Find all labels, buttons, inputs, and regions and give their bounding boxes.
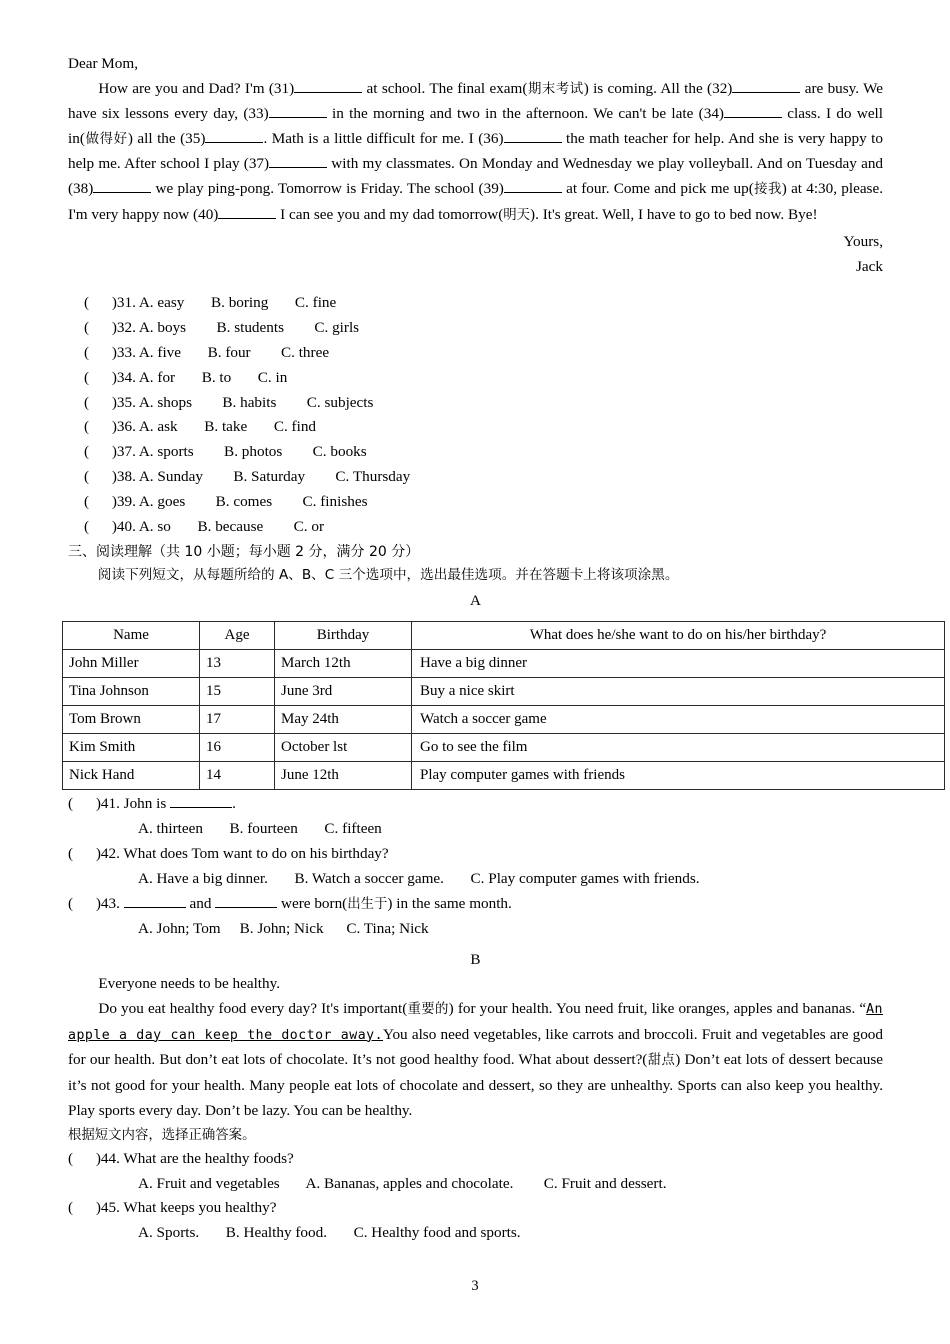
gloss-pick-me-up: 接我	[753, 181, 782, 197]
blank-32	[732, 78, 800, 92]
question-41-options[interactable]: A. thirteen B. fourteen C. fifteen	[138, 820, 382, 838]
q43-text-a: ( )43.	[68, 894, 124, 912]
blank-34	[724, 104, 782, 118]
letter-seg-4: are busy. We have six lessons every day, (33)	[68, 79, 884, 123]
pb-seg-3: You also need vegetables, like carrots and broccoli. Fruit and vegetables are good for our health. But don’t eat lots of chocolate. It’s not good healthy food. What about dessert?(	[68, 1025, 883, 1069]
header-age: Age	[200, 622, 275, 650]
letter-seg-3: ) is coming. All the (32)	[583, 79, 733, 97]
q41-text-b: .	[232, 795, 236, 813]
cell-wish: Buy a nice skirt	[412, 678, 945, 706]
cloze-option-36[interactable]: ( )36. A. ask B. take C. find	[84, 418, 317, 436]
birthday-info-table	[62, 621, 945, 790]
sign-off: Yours,	[843, 233, 883, 251]
cell-name: Tina Johnson	[63, 678, 200, 706]
table-row	[63, 734, 945, 762]
passage-a-label: A	[470, 592, 481, 610]
q43-blank-2	[215, 894, 277, 908]
letter-seg-1: How are you and Dad? I'm (31)	[98, 79, 295, 97]
table-header	[63, 622, 945, 650]
cell-wish: Watch a soccer game	[412, 706, 945, 734]
blank-31	[294, 78, 362, 92]
cell-age: 13	[200, 650, 275, 678]
gloss-were-born: 出生于	[347, 896, 388, 912]
q41-blank	[170, 794, 232, 808]
underlined-proverb: An apple a day can keep the doctor away.	[68, 1001, 883, 1043]
pb-seg-1: Do you eat healthy food every day? It's important(	[98, 999, 408, 1017]
passage-b-label: B	[470, 951, 481, 969]
blank-38	[93, 179, 151, 193]
passage-b-questions	[68, 1147, 883, 1246]
passage-a-questions	[68, 792, 883, 942]
q43-blank-1	[124, 894, 186, 908]
cell-name: John Miller	[63, 650, 200, 678]
cell-birthday: May 24th	[275, 706, 412, 734]
letter-seg-10: with my classmates. On Monday and Wednesday we play volleyball. And on Tuesday and (38)	[68, 155, 884, 197]
cloze-options-list	[68, 291, 883, 539]
letter-body	[68, 77, 883, 229]
question-42-options[interactable]: A. Have a big dinner. B. Watch a soccer game. C. Play computer games with friends.	[138, 869, 700, 887]
pb-seg-2: ) for your health. You need fruit, like oranges, apples and bananas. “	[448, 999, 867, 1017]
letter-seg-11: we play ping-pong. Tomorrow is Friday. The school (39)	[151, 179, 504, 197]
question-44-stem[interactable]: ( )44. What are the healthy foods?	[68, 1149, 294, 1167]
letter-seg-2: at school. The final exam(	[362, 79, 528, 97]
cloze-option-39[interactable]: ( )39. A. goes B. comes C. finishes	[84, 492, 368, 510]
blank-36	[504, 128, 562, 142]
letter-seg-7: ) all the (35)	[127, 129, 206, 147]
cell-age: 15	[200, 678, 275, 706]
letter-seg-13: ) at 4:30, please. I'm very happy now (40)	[68, 179, 884, 223]
cell-age: 16	[200, 734, 275, 762]
cell-wish: Have a big dinner	[412, 650, 945, 678]
table-row	[63, 706, 945, 734]
q43-text-b: and	[185, 894, 216, 912]
question-43-stem[interactable]	[68, 892, 883, 918]
pb-seg-4: ) Don’t eat lots of dessert because it’s not good for your health. Many people eat lots of chocolate and dessert, so they are unhealthy. Sports can also keep you healthy. Play sports every day. Don’t be lazy. You can be healthy.	[68, 1051, 884, 1120]
letter-seg-12: at four. Come and pick me up(	[561, 179, 754, 197]
page-number: 3	[471, 1278, 479, 1294]
question-44-options[interactable]: A. Fruit and vegetables A. Bananas, apples and chocolate. C. Fruit and dessert.	[138, 1174, 667, 1192]
cloze-option-40[interactable]: ( )40. A. so B. because C. or	[84, 517, 325, 535]
table-header-row	[63, 622, 945, 650]
cloze-option-37[interactable]: ( )37. A. sports B. photos C. books	[84, 443, 367, 461]
cloze-option-34[interactable]: ( )34. A. for B. to C. in	[84, 368, 288, 386]
passage-b-line-1: Everyone needs to be healthy.	[98, 975, 281, 993]
page-content	[68, 52, 883, 1246]
question-45-options[interactable]: A. Sports. B. Healthy food. C. Healthy food and sports.	[138, 1224, 521, 1242]
letter-seg-6: class. I do well in(	[68, 105, 883, 147]
blank-37	[269, 154, 327, 168]
cell-birthday: June 3rd	[275, 678, 412, 706]
table-row	[63, 678, 945, 706]
header-question: What does he/she want to do on his/her birthday?	[412, 622, 945, 650]
cell-age: 17	[200, 706, 275, 734]
table-row	[63, 762, 945, 790]
passage-b-text	[68, 972, 883, 1124]
cloze-option-38[interactable]: ( )38. A. Sunday B. Saturday C. Thursday	[84, 467, 411, 485]
q43-text-d: ) in the same month.	[387, 894, 512, 912]
passage-b-paragraph-2	[68, 997, 883, 1124]
gloss-do-well: 做得好	[84, 131, 128, 147]
q41-text-a: ( )41. John is	[68, 795, 171, 813]
cell-birthday: October lst	[275, 734, 412, 762]
letter-seg-9: the math teacher for help. And she is very happy to help me. After school I play (37)	[68, 129, 883, 173]
blank-40	[218, 204, 276, 218]
gloss-final-exam: 期末考试	[527, 81, 584, 97]
blank-39	[504, 179, 562, 193]
letter-seg-5: in the morning and two in the afternoon. We can't be late (34)	[326, 105, 724, 123]
cell-birthday: March 12th	[275, 650, 412, 678]
cell-name: Kim Smith	[63, 734, 200, 762]
cloze-letter	[68, 52, 883, 279]
cell-name: Tom Brown	[63, 706, 200, 734]
letter-seg-15: ). It's great. Well, I have to go to bed now. Bye!	[530, 205, 818, 223]
cell-birthday: June 12th	[275, 762, 412, 790]
letter-seg-8: . Math is a little difficult for me. I (36)	[263, 129, 504, 147]
cloze-option-35[interactable]: ( )35. A. shops B. habits C. subjects	[84, 393, 374, 411]
question-41-stem[interactable]	[68, 792, 883, 817]
letter-seg-14: I can see you and my dad tomorrow(	[276, 205, 504, 223]
section-3-heading: 三、阅读理解（共 10 小题；每小题 2 分，满分 20 分）	[68, 544, 420, 561]
table-body	[63, 650, 945, 790]
table-row	[63, 650, 945, 678]
sign-name: Jack	[856, 257, 883, 275]
letter-signature	[68, 230, 883, 279]
blank-35	[205, 128, 263, 142]
cloze-option-33[interactable]: ( )33. A. five B. four C. three	[84, 343, 330, 361]
cell-age: 14	[200, 762, 275, 790]
q43-text-c: were born(	[277, 894, 348, 912]
question-45-stem[interactable]: ( )45. What keeps you healthy?	[68, 1199, 277, 1217]
cell-wish: Play computer games with friends	[412, 762, 945, 790]
letter-salutation: Dear Mom,	[68, 55, 139, 72]
header-name: Name	[63, 622, 200, 650]
question-42-stem[interactable]: ( )42. What does Tom want to do on his birthday?	[68, 844, 389, 862]
cell-name: Nick Hand	[63, 762, 200, 790]
section-3-instruction: 阅读下列短文，从每题所给的 A、B、C 三个选项中，选出最佳选项。并在答题卡上将该项涂黑。	[97, 567, 679, 584]
gloss-dessert: 甜点	[647, 1053, 676, 1069]
gloss-important: 重要的	[407, 1001, 449, 1017]
question-43-options[interactable]: A. John; Tom B. John; Nick C. Tina; Nick	[138, 920, 429, 938]
header-birthday: Birthday	[275, 622, 412, 650]
cell-wish: Go to see the film	[412, 734, 945, 762]
cloze-option-32[interactable]: ( )32. A. boys B. students C. girls	[84, 319, 360, 337]
blank-33	[269, 104, 327, 118]
passage-b-cn-instruction: 根据短文内容，选择正确答案。	[68, 1127, 256, 1143]
gloss-tomorrow: 明天	[503, 207, 531, 223]
cloze-option-31[interactable]: ( )31. A. easy B. boring C. fine	[84, 294, 337, 312]
